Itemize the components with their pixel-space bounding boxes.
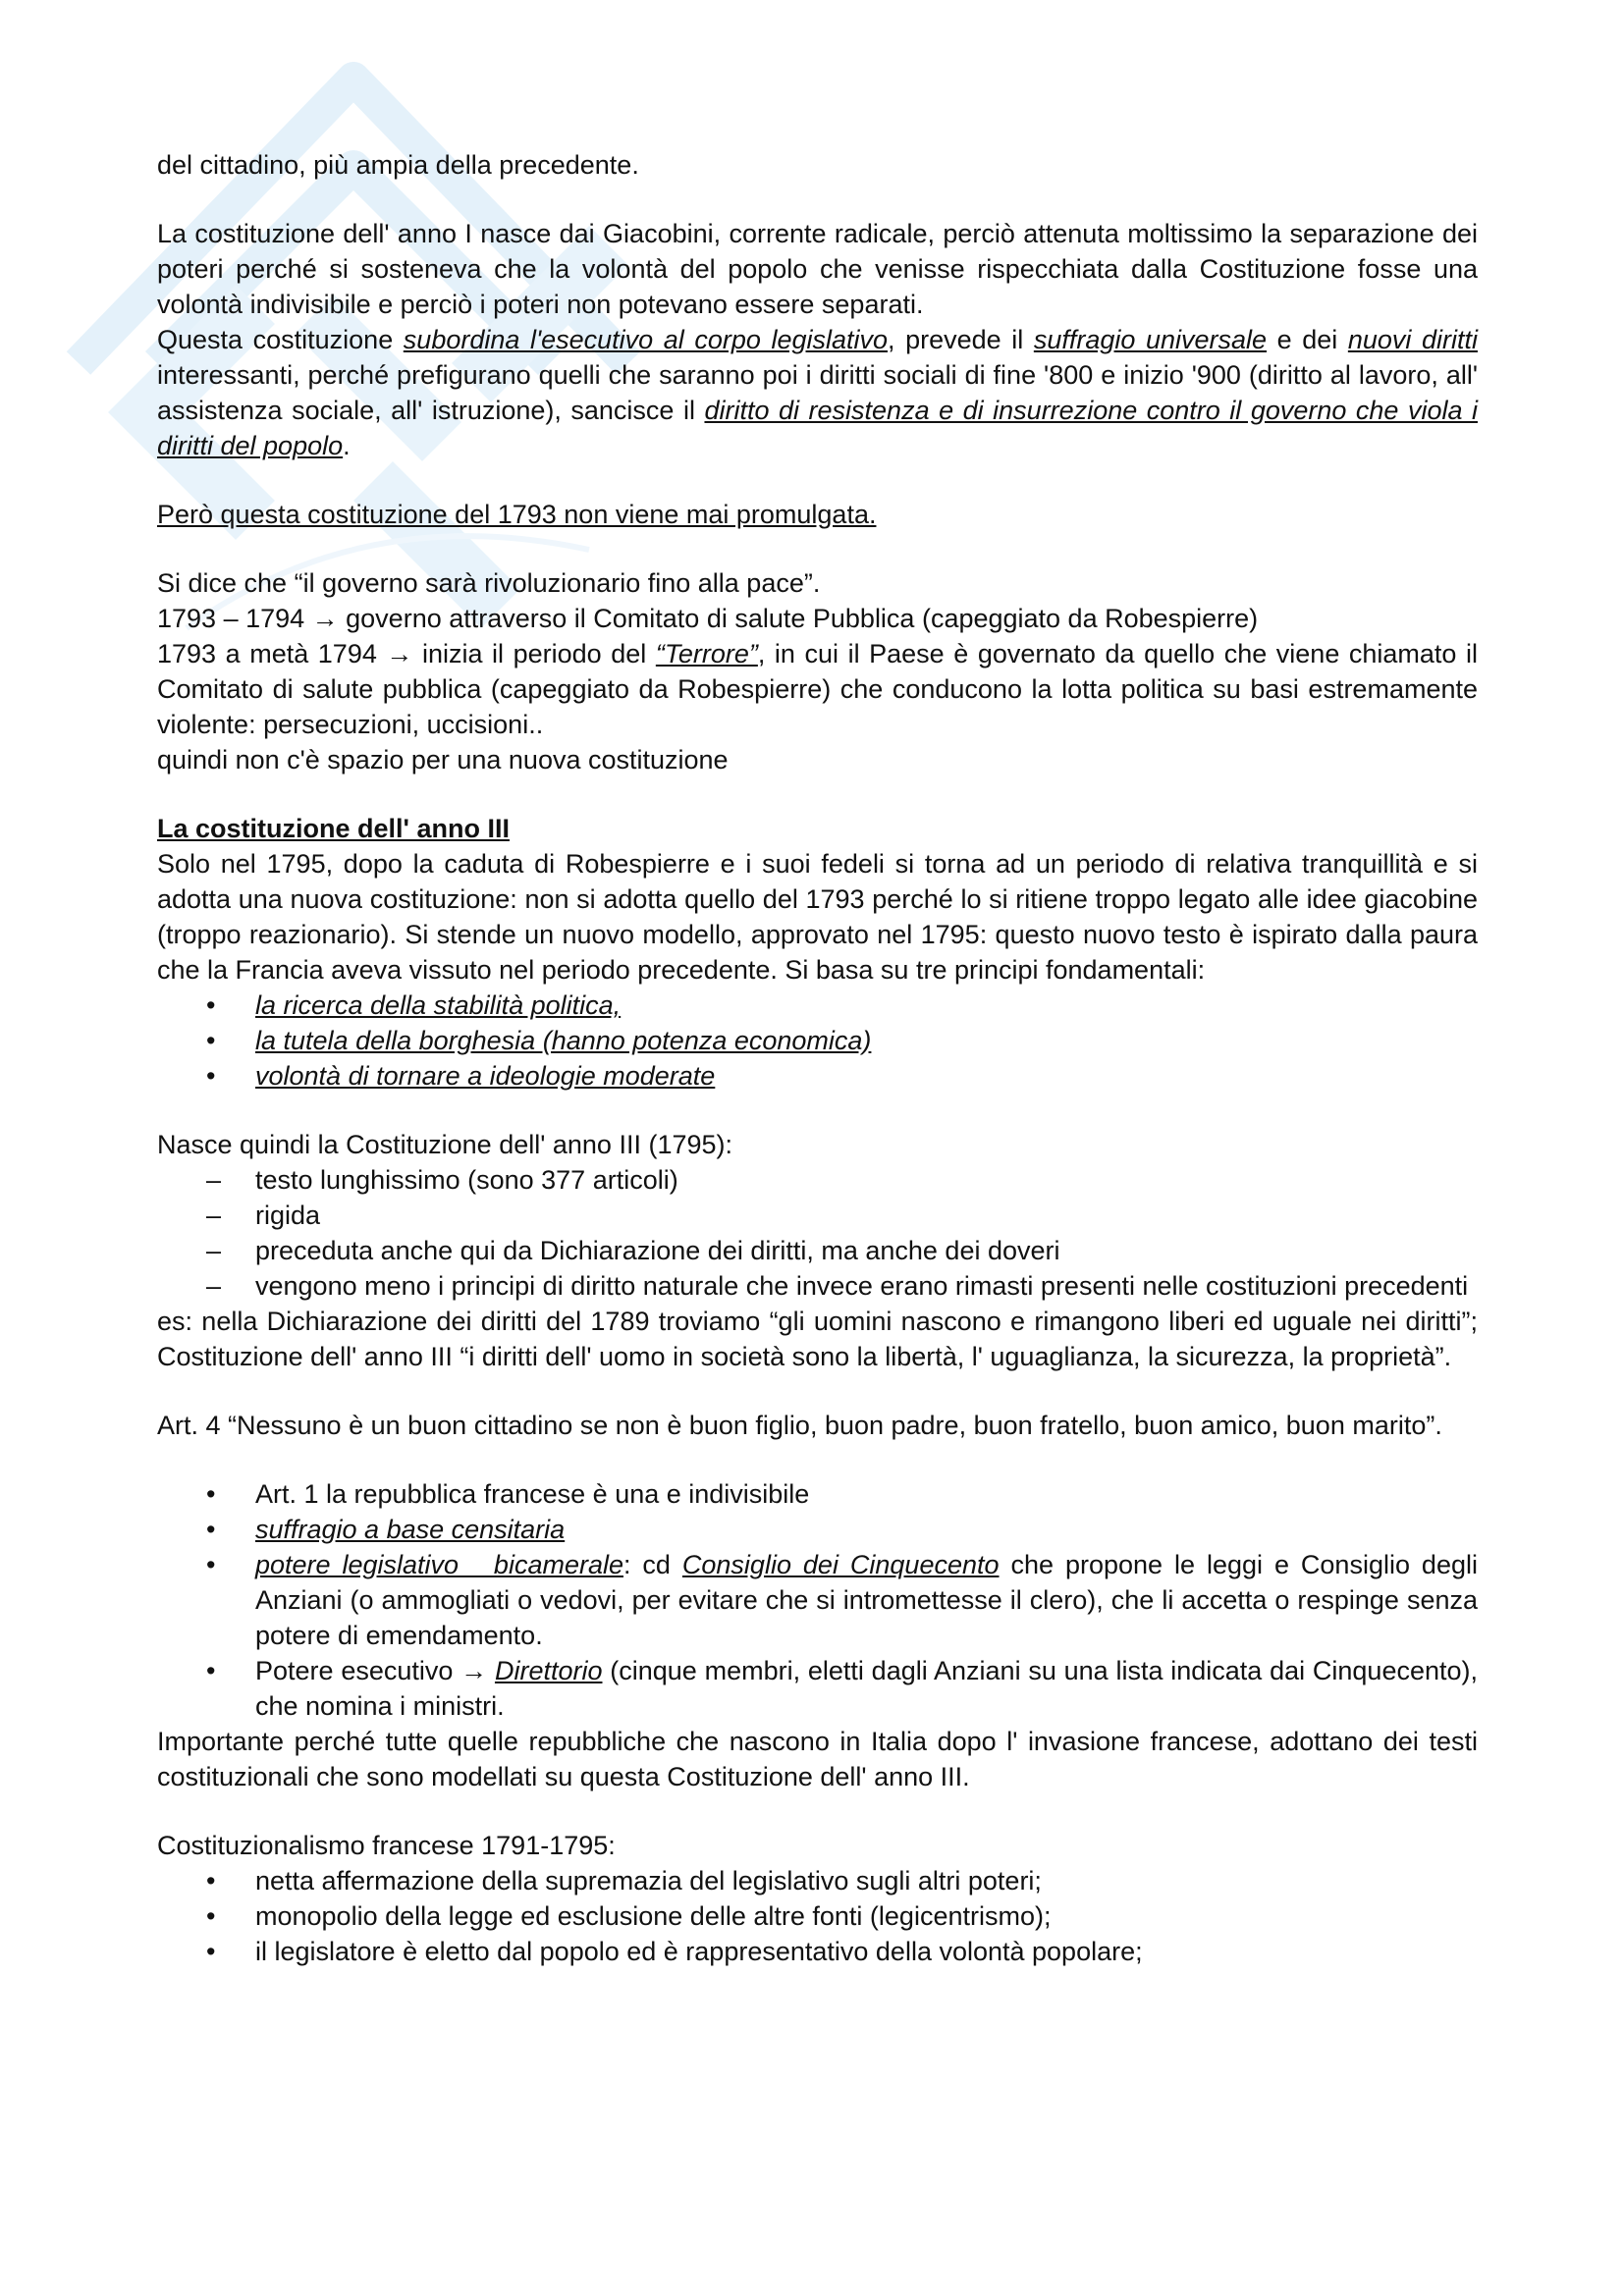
dash-icon: – (206, 1165, 222, 1195)
paragraph: Art. 4 “Nessuno è un buon cittadino se non è buon figlio, buon padre, buon fratello, buon amico, buon marito”. (157, 1411, 1442, 1440)
dash-icon: – (206, 1236, 222, 1265)
principles-list (157, 988, 1478, 1094)
emphasis: nuovi diritti (1347, 325, 1478, 354)
list-item: • monopolio della legge ed esclusione delle altre fonti (legicentrismo); (157, 1898, 1478, 1934)
bullet-icon: • (206, 1937, 216, 1966)
summary-list (157, 1863, 1478, 1969)
dash-icon: – (206, 1201, 222, 1230)
list-item: • suffragio a base censitaria (157, 1512, 1478, 1547)
underlined-sentence: Però questa costituzione del 1793 non viene mai promulgata. (157, 500, 877, 529)
articles-list (157, 1476, 1478, 1724)
paragraph: Importante perché tutte quelle repubbliche che nascono in Italia dopo l' invasione francese, adottano dei testi costituzionali che sono modellati su questa Costituzione dell' anno III. (157, 1727, 1478, 1791)
list-item: • potere legislativo bicamerale: cd Consiglio dei Cinquecento che propone le leggi e Consiglio degli Anziani (o ammogliati o vedovi, per evitare che si intromettesse il clero), che li accetta o respinge senza potere di emendamento. (157, 1547, 1478, 1653)
bullet-icon: • (206, 1901, 216, 1931)
list-item: • la tutela della borghesia (hanno potenza economica) (157, 1023, 1478, 1058)
list-item: • il legislatore è eletto dal popolo ed è rappresentativo della volontà popolare; (157, 1934, 1478, 1969)
list-item: • Art. 1 la repubblica francese è una e indivisibile (157, 1476, 1478, 1512)
bullet-icon: • (206, 990, 216, 1020)
paragraph: La costituzione dell' anno I nasce dai Giacobini, corrente radicale, perciò attenuta moltissimo la separazione dei poteri perché si sosteneva che la volontà del popolo che venisse rispecchiata dalla Costituzione fosse una volontà indivisibile e perciò i poteri non potevano essere separati. (157, 219, 1478, 319)
paragraph: Questa costituzione subordina l'esecutivo al corpo legislativo, prevede il suffragio universale e dei nuovi diritti interessanti, perché prefigurano quelli che saranno poi i diritti sociali di fine '800 e inizio '900 (diritto al lavoro, all' assistenza sociale, all' istruzione), sancisce il diritto di resistenza e di insurrezione contro il governo che viola i diritti del popolo. (157, 325, 1478, 460)
paragraph: es: nella Dichiarazione dei diritti del 1789 troviamo “gli uomini nascono e rimangono liberi ed uguale nei diritti”; Costituzione dell' anno III “i diritti dell' uomo in società sono la libertà, l' uguaglianza, la sicurezza, la proprietà”. (157, 1307, 1478, 1371)
paragraph: Nasce quindi la Costituzione dell' anno III (1795): (157, 1130, 732, 1159)
emphasis: subordina l'esecutivo al corpo legislativo (403, 325, 889, 354)
list-item: • la ricerca della stabilità politica, (157, 988, 1478, 1023)
paragraph: 1793 a metà 1794 → inizia il periodo del “Terrore”, in cui il Paese è governato da quello che viene chiamato il Comitato di salute pubblica (capeggiato da Robespierre) che conducono la lotta politica su basi estremamente violente: persecuzioni, uccisioni.. (157, 639, 1479, 739)
emphasis: potere legislativo bicamerale (255, 1550, 623, 1579)
bullet-icon: • (206, 1479, 216, 1509)
emphasis: Direttorio (494, 1656, 603, 1685)
paragraph: 1793 – 1794 → governo attraverso il Comitato di salute Pubblica (capeggiato da Robespierre) (157, 604, 1259, 633)
list-item: • netta affermazione della supremazia del legislativo sugli altri poteri; (157, 1863, 1478, 1898)
paragraph: del cittadino, più ampia della precedente. (157, 150, 639, 180)
bullet-icon: • (206, 1061, 216, 1091)
bullet-icon: • (206, 1026, 216, 1055)
emphasis: diritto di resistenza e di insurrezione contro il governo che viola i diritti del popolo (157, 396, 1478, 460)
paragraph: quindi non c'è spazio per una nuova costituzione (157, 745, 729, 774)
features-list (157, 1162, 1478, 1304)
bullet-icon: • (206, 1550, 216, 1579)
list-item: • Potere esecutivo → Direttorio (cinque membri, eletti dagli Anziani su una lista indicata dai Cinquecento), che nomina i ministri. (157, 1653, 1478, 1724)
paragraph: Solo nel 1795, dopo la caduta di Robespierre e i suoi fedeli si torna ad un periodo di relativa tranquillità e si adotta una nuova costituzione: non si adotta quello del 1793 perché lo si ritiene troppo legato alle idee giacobine (troppo reazionario). Si stende un nuovo modello, approvato nel 1795: questo nuovo testo è ispirato dalla paura che la Francia aveva vissuto nel periodo precedente. Si basa su tre principi fondamentali: (157, 849, 1478, 985)
emphasis: suffragio universale (1033, 325, 1268, 354)
paragraph (157, 497, 1478, 532)
bullet-icon: • (206, 1515, 216, 1544)
list-item: – preceduta anche qui da Dichiarazione dei diritti, ma anche dei doveri (157, 1233, 1478, 1268)
section-heading: La costituzione dell' anno III (157, 814, 510, 843)
emphasis: Consiglio dei Cinquecento (681, 1550, 1000, 1579)
list-item: – vengono meno i principi di diritto naturale che invece erano rimasti presenti nelle costituzioni precedenti (157, 1268, 1478, 1304)
paragraph: Costituzionalismo francese 1791-1795: (157, 1831, 616, 1860)
list-item: – rigida (157, 1198, 1478, 1233)
bullet-icon: • (206, 1866, 216, 1896)
bullet-icon: • (206, 1656, 216, 1685)
list-item: – testo lunghissimo (sono 377 articoli) (157, 1162, 1478, 1198)
document-body (157, 147, 1478, 1969)
list-item: • volontà di tornare a ideologie moderate (157, 1058, 1478, 1094)
dash-icon: – (206, 1271, 222, 1301)
paragraph: Si dice che “il governo sarà rivoluzionario fino alla pace”. (157, 568, 821, 598)
emphasis: “Terrore” (655, 639, 758, 668)
